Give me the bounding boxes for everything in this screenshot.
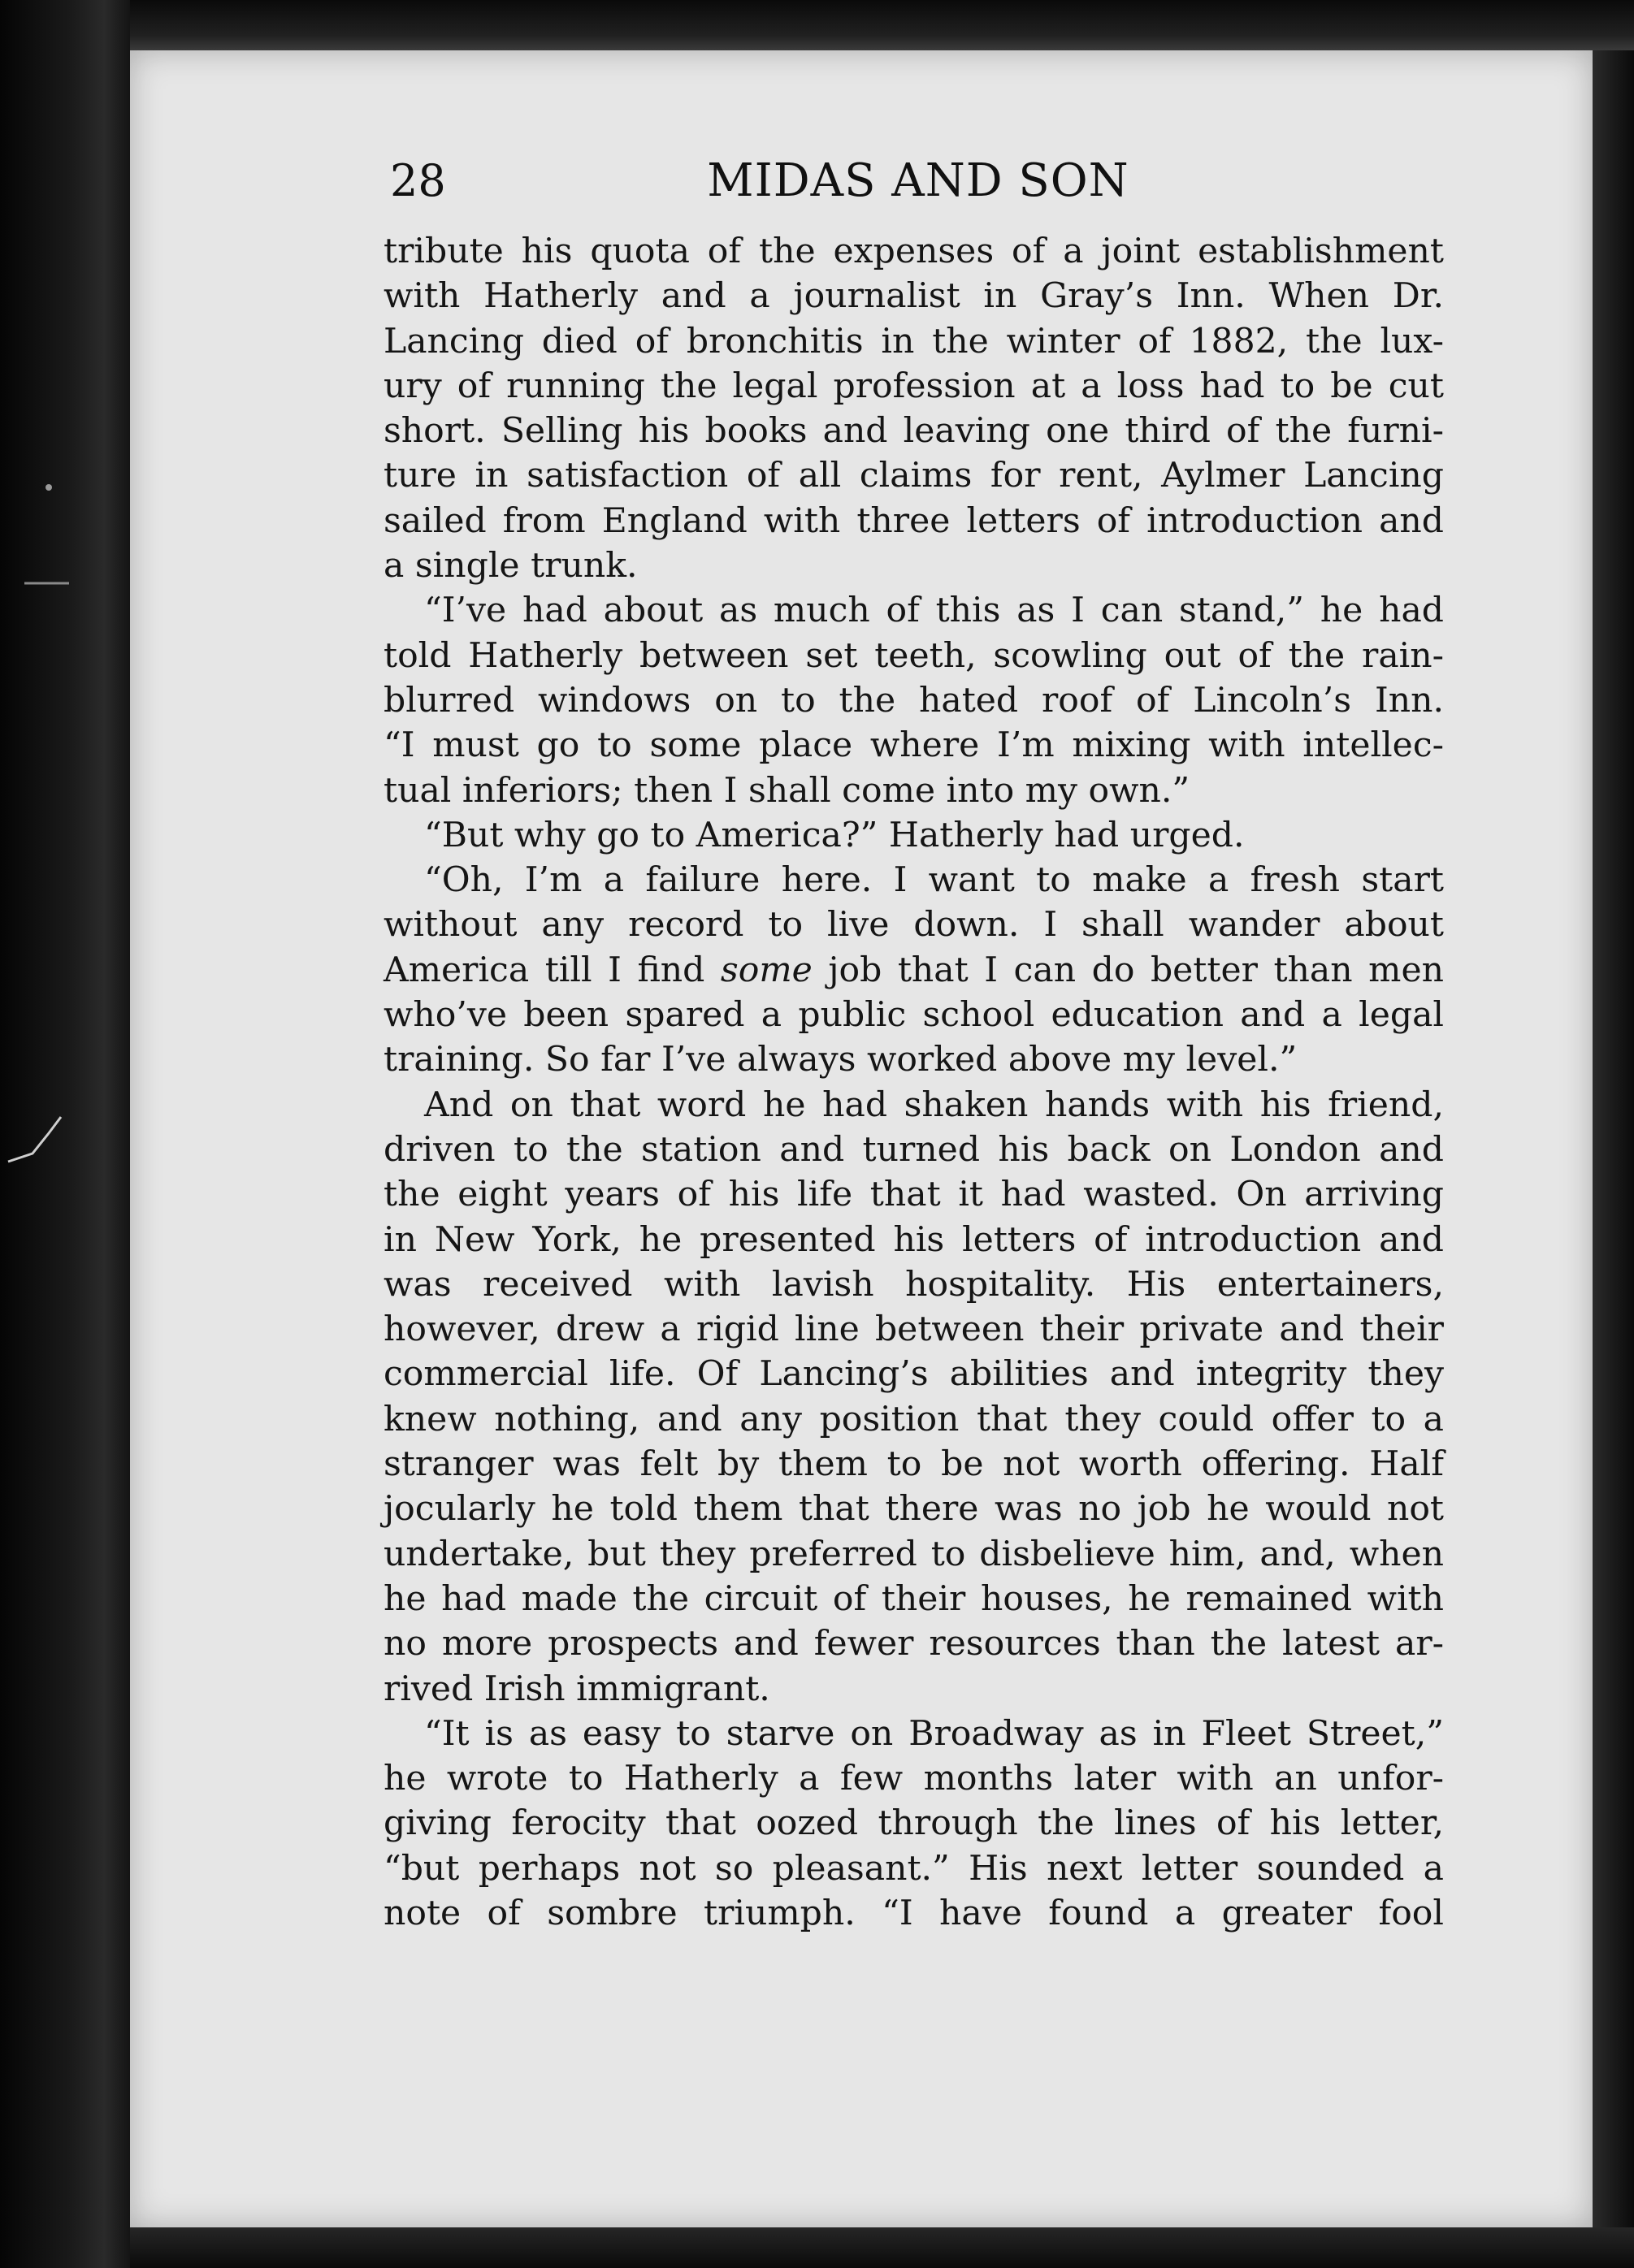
margin-pen-mark bbox=[8, 1117, 61, 1162]
text-line: rived Irish immigrant. bbox=[384, 1669, 770, 1709]
text-line: jocularly he told them that there was no job he would not bbox=[384, 1489, 1444, 1530]
text-line: was received with lavish hospitality. His entertainers, bbox=[384, 1264, 1444, 1305]
text-line: he had made the circuit of their houses, he remained with bbox=[384, 1578, 1444, 1619]
text-line: tual inferiors; then I shall come into my own.” bbox=[384, 770, 1190, 811]
text-line: And on that word he had shaken hands with his friend, bbox=[424, 1084, 1444, 1125]
text-line: training. So far I’ve always worked above my level.” bbox=[384, 1040, 1298, 1080]
text-line: without any record to live down. I shall wander about bbox=[384, 905, 1444, 946]
text-line: “I’ve had about as much of this as I can stand,” he had bbox=[424, 591, 1444, 631]
text-line: stranger was felt by them to be not worth offering. Half bbox=[384, 1444, 1444, 1485]
text-line: short. Selling his books and leaving one third of the furni- bbox=[384, 411, 1444, 452]
text-line: “It is as easy to starve on Broadway as in Fleet Street,” bbox=[424, 1713, 1444, 1754]
text-line: ury of running the legal profession at a loss had to be cut bbox=[384, 366, 1444, 406]
text-line: “But why go to America?” Hatherly had urged. bbox=[424, 815, 1245, 855]
text-line: sailed from England with three letters of introduction and bbox=[384, 500, 1444, 541]
text-line: America till I find some job that I can do better than men bbox=[384, 950, 1444, 990]
book-title: MIDAS AND SON bbox=[707, 154, 1129, 207]
text-line: knew nothing, and any position that they could offer to a bbox=[384, 1399, 1444, 1439]
text-line: note of sombre triumph. “I have found a greater fool bbox=[384, 1893, 1444, 1933]
text-line: “but perhaps not so pleasant.” His next letter sounded a bbox=[384, 1848, 1444, 1889]
text-line: however, drew a rigid line between their private and their bbox=[384, 1309, 1444, 1350]
text-line: a single trunk. bbox=[384, 546, 638, 586]
text-line: ture in satisfaction of all claims for rent, Aylmer Lancing bbox=[384, 456, 1444, 496]
text-line: he wrote to Hatherly a few months later with an unfor- bbox=[384, 1759, 1444, 1799]
text-line: with Hatherly and a journalist in Gray’s Inn. When Dr. bbox=[384, 276, 1444, 317]
text-line: in New York, he presented his letters of introduction and bbox=[384, 1219, 1444, 1260]
italic-word: some bbox=[720, 950, 813, 990]
text-line: commercial life. Of Lancing’s abilities and integrity they bbox=[384, 1354, 1444, 1395]
text-line: tribute his quota of the expenses of a joint establishment bbox=[384, 232, 1444, 271]
text-line: the eight years of his life that it had wasted. On arriving bbox=[384, 1175, 1444, 1215]
page-number: 28 bbox=[390, 155, 446, 206]
text-line: no more prospects and fewer resources than the latest ar- bbox=[384, 1624, 1444, 1664]
text-line: “I must go to some place where I’m mixing with intellec- bbox=[384, 725, 1444, 766]
text-line: giving ferocity that oozed through the lines of his letter, bbox=[384, 1803, 1444, 1844]
text-line: undertake, but they preferred to disbelieve him, and, when bbox=[384, 1534, 1444, 1574]
text-line: Lancing died of bronchitis in the winter of 1882, the lux- bbox=[384, 321, 1444, 361]
text-line: who’ve been spared a public school education and a legal bbox=[384, 995, 1444, 1036]
text-line: “Oh, I’m a failure here. I want to make a fresh start bbox=[424, 860, 1444, 901]
running-head bbox=[390, 153, 1446, 210]
text-line: blurred windows on to the hated roof of Lincoln’s Inn. bbox=[384, 680, 1444, 721]
margin-dot-mark bbox=[46, 484, 52, 491]
body-text bbox=[384, 229, 1444, 1936]
text-line: told Hatherly between set teeth, scowling out of the rain- bbox=[384, 635, 1444, 676]
text-line: driven to the station and turned his back on London and bbox=[384, 1129, 1444, 1170]
